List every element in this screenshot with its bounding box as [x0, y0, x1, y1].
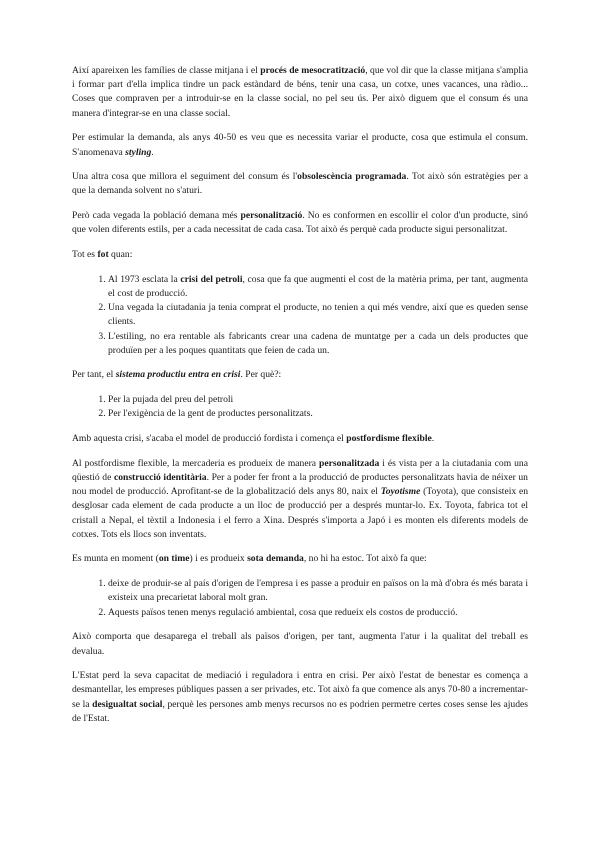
list-item: 1. Per la pujada del preu del petroli [108, 393, 528, 407]
paragraph-obsolescence: Una altra cosa que millora el seguiment del consum és l'obsolescència programada. Tot això són estratègies per a que la demanda solvent no s'aturi. [72, 171, 528, 197]
term-on-time: on time [158, 553, 190, 565]
document-page [72, 64, 528, 737]
term-on-demand: sota demanda [247, 553, 304, 565]
list-consequences [72, 577, 528, 620]
term-obsolescence: obsolescència programada [297, 171, 407, 183]
list-item: 1. Al 1973 esclata la crisi del petroli, cosa que fa que augmenti el cost de la matèria prima, per tant, augmenta el cost de producció. [108, 273, 528, 301]
term-fot: fot [97, 249, 109, 261]
paragraph-toyotism: Al postfordisme flexible, la mercaderia es produeix de manera personalitzada i és vista per a la ciutadania com una qüestió de construcció identitària. Per a poder fer front a la producció de productes personalitzats havia de néixer un nou model de producció. Aprofitant-se de la globalització dels anys 80, naix el Toyotisme (Toyota), que consisteix en desglosar cada element de cada producte a un lloc de producció per a després muntar-lo. Ex. Toyota, fabrica tot el cristall a Nepal, el tèxtil a Indonesia i el ferro a Xina. Després s'importa a Japó i es monten els diferents models de cotxes. Tots els llocs son inventats. [72, 457, 529, 540]
term-personalized: personalitzada [319, 457, 380, 469]
paragraph-personalization: Però cada vegada la població demana més personalització. No es conformen en escollir el color d'un producte, sinó que volen diferents estils, per a cada necessitat de cada casa. Tot això és perquè cada producte sigui personalitzat. [72, 210, 528, 236]
list-crisis-causes [72, 273, 528, 358]
paragraph-postfordism-start: Amb aquesta crisi, s'acaba el model de producció fordista i comença el postfordisme flexible. [72, 433, 435, 445]
term-flexible-postfordism: postfordisme flexible [346, 433, 432, 445]
term-oil-crisis: crisi del petroli [180, 273, 243, 285]
term-personalization: personalització [240, 210, 303, 222]
term-styling: styling [125, 146, 152, 158]
term-mesocratization: procés de mesocratització [260, 65, 366, 76]
paragraph-unemployment: Això comporta que desaparega el treball als països d'origen, per tant, augmenta l'atur i la qualitat del treball es devalua. [72, 631, 528, 657]
list-item: 2. Aquests països tenen menys regulació ambiental, cosa que redueix els costos de producció. [108, 606, 528, 620]
paragraph-styling: Per estimular la demanda, als anys 40-50 es veu que es necessita variar el producte, cosa que estimula el consum. S'anomenava styling. [72, 132, 528, 158]
list-item: 1. deixe de produir-se al país d'origen de l'empresa i es passe a produir en països on la mà d'obra és més barata i existeix una precarietat laboral molt gran. [108, 577, 528, 605]
paragraph-state-crisis: L'Estat perd la seva capacitat de mediació i reguladora i entra en crisi. Per això l'estat de benestar es comença a desmantellar, les empreses públiques passen a ser privades, etc. Tot això fa que comence als anys 70-80 a incrementar-se la desigualtat social, perquè les persones amb menys recursos no es podrien permetre certes coses sense les ajudes de l'Estat. [72, 670, 529, 724]
term-toyotism: Toyotisme [380, 486, 421, 498]
list-item: 2. Per l'exigència de la gent de productes personalitzats. [108, 407, 528, 421]
paragraph-on-time: Es munta en moment (on time) i es produeix sota demanda, no hi ha estoc. Tot això fa que: [72, 553, 427, 565]
list-item: 3. L'estiling, no era rentable als fabricants crear una cadena de muntatge per a cada un dels productes que produïen per a les poques quantitats que feien de cada un. [108, 330, 528, 358]
list-item: 2. Una vegada la ciutadania ja tenia comprat el producte, no tenien a qui més vendre, així que es queden sense clients. [108, 301, 528, 329]
paragraph-intro-list: Tot es fot quan: [72, 249, 133, 261]
term-identity-construction: construcció identitària [113, 471, 207, 483]
paragraph-productive-crisis: Per tant, el sistema productiu entra en crisi. Per què?: [72, 369, 282, 381]
term-productive-system: sistema productiu entra en crisi [115, 369, 241, 381]
paragraph-mesocratization: Així apareixen les famílies de classe mitjana i el procés de mesocratització, que vol dir que la classe mitjana s'amplia i formar part d'ella implica tindre un pack estàndard de béns, tenir una casa, un cotxe, unes vacances, una ràdio... Coses que compraven per a introduir-se en la classe social, no pel seu ús. Per això diguem que el consum és una manera d'integrar-se en una classe social. [72, 65, 528, 119]
list-reasons [72, 393, 528, 421]
term-social-inequality: desigualtat social [92, 698, 163, 710]
